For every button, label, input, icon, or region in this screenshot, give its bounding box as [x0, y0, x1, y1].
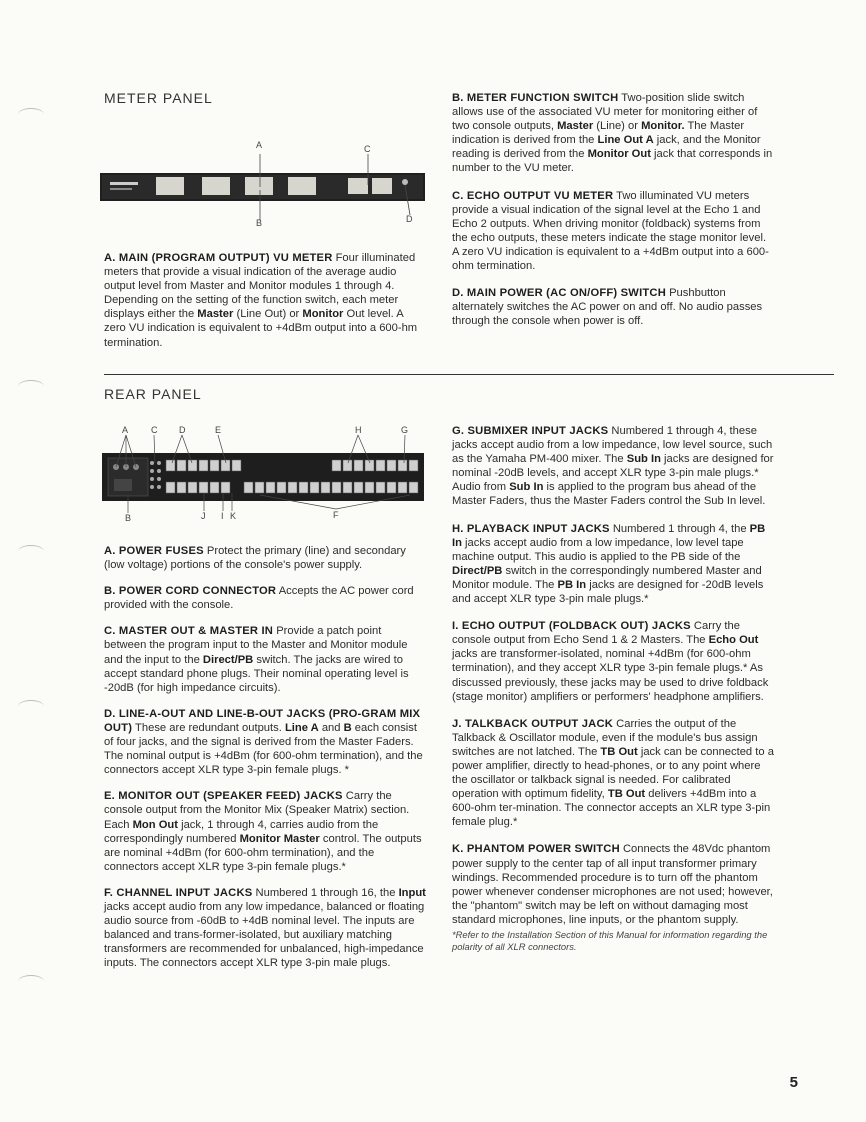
callout-b: B	[125, 513, 132, 523]
rear-item-i: I. ECHO OUTPUT (FOLDBACK OUT) JACKS Carry the console output from Echo Send 1 & 2 Masters. The Echo Out jacks are transformer-isolated, nominal +4dBm (for 600-ohm termination), and they accept XLR type 3-pin female plugs.* As discussed previously, these jacks may be used to drive foldback (stage monitor) amplifiers or performers' headphone amplifiers.	[452, 620, 769, 703]
margin-mark	[18, 380, 44, 393]
meter-item-a: A. MAIN (PROGRAM OUTPUT) VU METER Four illuminated meters that provide a visual indication of the average audio output level from Master and Monitor modules 1 through 4. Depending on the setting of the function switch, each meter displays either the Master (Line Out) or Monitor Out level. A zero VU indication is equivalent to +4dBm output into a 600-hm termination.	[104, 252, 418, 349]
callout-d: D	[179, 425, 186, 435]
meter-panel-figure	[100, 140, 430, 230]
callout-k: K	[230, 511, 237, 521]
margin-mark	[18, 545, 44, 558]
rear-item-j: J. TALKBACK OUTPUT JACK Carries the output of the Talkback & Oscillator module, even if the module's bus assign switches are not latched. The TB Out jack can be connected to a power amplifier, directly to head-phones, or to any point where the oscillator or talkback signal is needed. For calibrated operation with optimum fidelity, TB Out delivers +4dBm into a 600-ohm ter-mination. The connector accepts an XLR type 3-pin female plug.*	[452, 717, 774, 829]
rear-item-b: B. POWER CORD CONNECTOR Accepts the AC power cord provided with the console.	[104, 585, 414, 612]
rear-item-k: K. PHANTOM POWER SWITCH Connects the 48Vdc phantom power supply to the center tap of all input transformer primary windings. Recommended procedure is to turn off the phantom power whenever condenser microphones are not used; however, the "phantom" switch may be left on without damaging most standard microphones, line inputs, or the phantom supply.	[452, 843, 773, 926]
callout-a: A	[122, 425, 129, 435]
rear-item-d: D. LINE-A-OUT AND LINE-B-OUT JACKS (PRO-GRAM MIX OUT) These are redundant outputs. Line A and B each consist of four jacks, and the signal is derived from the Master Faders. The nominal output is +4dBm (for 600-ohm termination), and the connectors accept XLR type 3-pin female plugs. *	[104, 707, 423, 777]
meter-items-right	[452, 91, 774, 328]
callout-f: F	[333, 510, 339, 520]
rear-item-a: A. POWER FUSES Protect the primary (line) and secondary (low voltage) portions of the console's power supply.	[104, 545, 406, 572]
callout-a: A	[256, 140, 263, 150]
rear-item-g: G. SUBMIXER INPUT JACKS Numbered 1 through 4, these jacks accept audio from a low impedance, low level source, such as the Yamaha PM-400 mixer. The Sub In jacks are designed for nominal -20dB levels, and accept XLR type 3-pin male plugs.* Audio from Sub In is applied to the program bus ahead of the Master Faders, thus the Master Faders control the Sub In level.	[452, 425, 774, 508]
footnote: *Refer to the Installation Section of this Manual for information regarding the polarity of all XLR connectors.	[452, 929, 768, 952]
rear-items-left	[104, 544, 426, 970]
callout-d: D	[406, 214, 413, 224]
meter-item-d: D. MAIN POWER (AC ON/OFF) SWITCH Pushbutton alternately switches the AC power on and off. No audio passes through the console when power is off.	[452, 287, 763, 328]
page-number: 5	[789, 1074, 798, 1091]
callout-b: B	[256, 218, 263, 228]
callout-i: I	[221, 511, 224, 521]
callout-g: G	[401, 425, 409, 435]
rear-panel-title: REAR PANEL	[104, 386, 202, 402]
meter-item-b: B. METER FUNCTION SWITCH Two-position slide switch allows use of the associated VU meter for monitoring either of two console outputs, Master (Line) or Monitor. The Master indication is derived from the Line Out A jack, and the Monitor reading is derived from the Monitor Out jack that corresponds in number to the VU meter.	[452, 92, 773, 175]
callout-h: H	[355, 425, 362, 435]
rear-items-right	[452, 424, 774, 953]
callout-j: J	[201, 511, 206, 521]
rear-item-h: H. PLAYBACK INPUT JACKS Numbered 1 through 4, the PB In jacks accept audio from a low impedance, low level tape machine output. This audio is applied to the PB side of the Direct/PB switch in the correspondingly numbered Master and Monitor module. The PB In jacks are designed for -20dB levels and accept XLR type 3-pin male plugs.*	[452, 522, 766, 606]
margin-mark	[18, 108, 44, 121]
meter-panel-title: METER PANEL	[104, 90, 213, 106]
callout-c: C	[364, 144, 371, 154]
rear-item-c: C. MASTER OUT & MASTER IN Provide a patch point between the program input to the Master and Monitor module and the input to the Direct/PB switch. The jacks are wired to accept standard phone plugs. Their nominal operating level is -20dB (for high impedance circuits).	[104, 625, 409, 694]
rear-item-f: F. CHANNEL INPUT JACKS Numbered 1 through 16, the Input jacks accept audio from any low impedance, balanced or floating audio source from -60dB to +4dB nominal level. The inputs are balanced and trans-former-isolated, but auxiliary matching transformers are recommended for unbalanced, high-impedance inputs. The connectors accept XLR type 3-pin male plugs.	[104, 886, 426, 970]
callout-e: E	[215, 425, 222, 435]
margin-mark	[18, 975, 44, 988]
section-divider	[104, 374, 834, 375]
rear-item-e: E. MONITOR OUT (SPEAKER FEED) JACKS Carry the console output from the Monitor Mix (Speaker Matrix) section. Each Mon Out jack, 1 through 4, carries audio from the correspondingly numbered Monitor Master control. The outputs are nominal +4dBm (for 600-ohm termination), and the connectors accept XLR type 3-pin female plugs.*	[104, 790, 422, 873]
meter-item-c: C. ECHO OUTPUT VU METER Two illuminated VU meters provide a visual indication of the signal level at the Echo 1 and Echo 2 outputs. When driving monitor (foldback) systems from the echo outputs, these meters indicate the stage monitor level. A zero VU indication is equivalent to a +4dBm output into a 600-ohm termination.	[452, 189, 769, 273]
rear-panel-figure	[100, 425, 430, 525]
callout-c: C	[151, 425, 158, 435]
margin-mark	[18, 700, 44, 713]
